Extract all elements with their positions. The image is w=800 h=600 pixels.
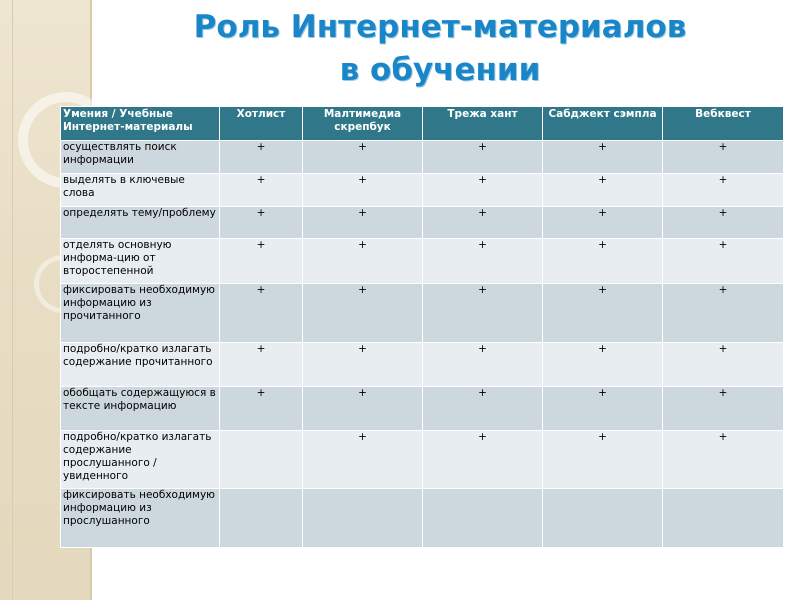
mark-cell: + (220, 207, 303, 239)
decorative-thin-line (12, 0, 13, 600)
mark-cell: + (543, 174, 663, 207)
header-multimedia-scrapbook: Малтимедиа скрепбук (303, 107, 423, 141)
mark-cell: + (663, 207, 784, 239)
skill-cell: фиксировать необходимую информацию из прочитанного (61, 284, 220, 343)
mark-cell: + (543, 387, 663, 431)
table-row (61, 387, 784, 431)
header-subject-sampler: Сабджект сэмпла (543, 107, 663, 141)
skill-cell: фиксировать необходимую информацию из прослушанного (61, 489, 220, 548)
mark-cell: + (220, 343, 303, 387)
mark-cell (663, 489, 784, 548)
skill-cell: отделять основную информа-цию от второстепенной (61, 239, 220, 284)
mark-cell (423, 489, 543, 548)
skill-cell: осуществлять поиск информации (61, 141, 220, 174)
slide-title (120, 6, 760, 92)
mark-cell: + (543, 284, 663, 343)
table-row (61, 141, 784, 174)
header-treasure-hunt: Трежа хант (423, 107, 543, 141)
mark-cell: + (663, 239, 784, 284)
mark-cell: + (423, 141, 543, 174)
mark-cell: + (663, 174, 784, 207)
table-row (61, 284, 784, 343)
mark-cell: + (423, 284, 543, 343)
mark-cell: + (220, 239, 303, 284)
mark-cell: + (423, 431, 543, 489)
skill-cell: выделять в ключевые слова (61, 174, 220, 207)
table-row (61, 207, 784, 239)
mark-cell: + (543, 207, 663, 239)
skills-table (60, 106, 784, 548)
mark-cell: + (423, 387, 543, 431)
mark-cell: + (303, 387, 423, 431)
skill-cell: подробно/кратко излагать содержание прослушанного /увиденного (61, 431, 220, 489)
table-row (61, 431, 784, 489)
mark-cell: + (220, 284, 303, 343)
mark-cell: + (303, 141, 423, 174)
mark-cell: + (663, 431, 784, 489)
mark-cell: + (220, 174, 303, 207)
mark-cell: + (423, 343, 543, 387)
header-webquest: Вебквест (663, 107, 784, 141)
slide-title-line-2: в обучении (339, 52, 541, 88)
header-hotlist: Хотлист (220, 107, 303, 141)
mark-cell: + (303, 174, 423, 207)
mark-cell (220, 431, 303, 489)
mark-cell: + (663, 343, 784, 387)
mark-cell (543, 489, 663, 548)
mark-cell: + (303, 239, 423, 284)
mark-cell: + (543, 431, 663, 489)
mark-cell: + (663, 387, 784, 431)
mark-cell: + (303, 343, 423, 387)
mark-cell: + (543, 239, 663, 284)
skill-cell: определять тему/проблему (61, 207, 220, 239)
mark-cell: + (663, 284, 784, 343)
mark-cell: + (423, 174, 543, 207)
table-header-row (61, 107, 784, 141)
table-row (61, 239, 784, 284)
mark-cell: + (303, 207, 423, 239)
mark-cell: + (220, 387, 303, 431)
mark-cell (303, 489, 423, 548)
header-skills: Умения / Учебные Интернет-материалы (61, 107, 220, 141)
mark-cell: + (423, 207, 543, 239)
mark-cell: + (303, 431, 423, 489)
table-row (61, 343, 784, 387)
mark-cell: + (543, 141, 663, 174)
table-row (61, 489, 784, 548)
table-row (61, 174, 784, 207)
mark-cell (220, 489, 303, 548)
skill-cell: подробно/кратко излагать содержание прочитанного (61, 343, 220, 387)
mark-cell: + (220, 141, 303, 174)
mark-cell: + (543, 343, 663, 387)
mark-cell: + (663, 141, 784, 174)
skill-cell: обобщать содержащуюся в тексте информацию (61, 387, 220, 431)
mark-cell: + (423, 239, 543, 284)
mark-cell: + (303, 284, 423, 343)
slide-title-line-1: Роль Интернет-материалов (193, 9, 687, 45)
